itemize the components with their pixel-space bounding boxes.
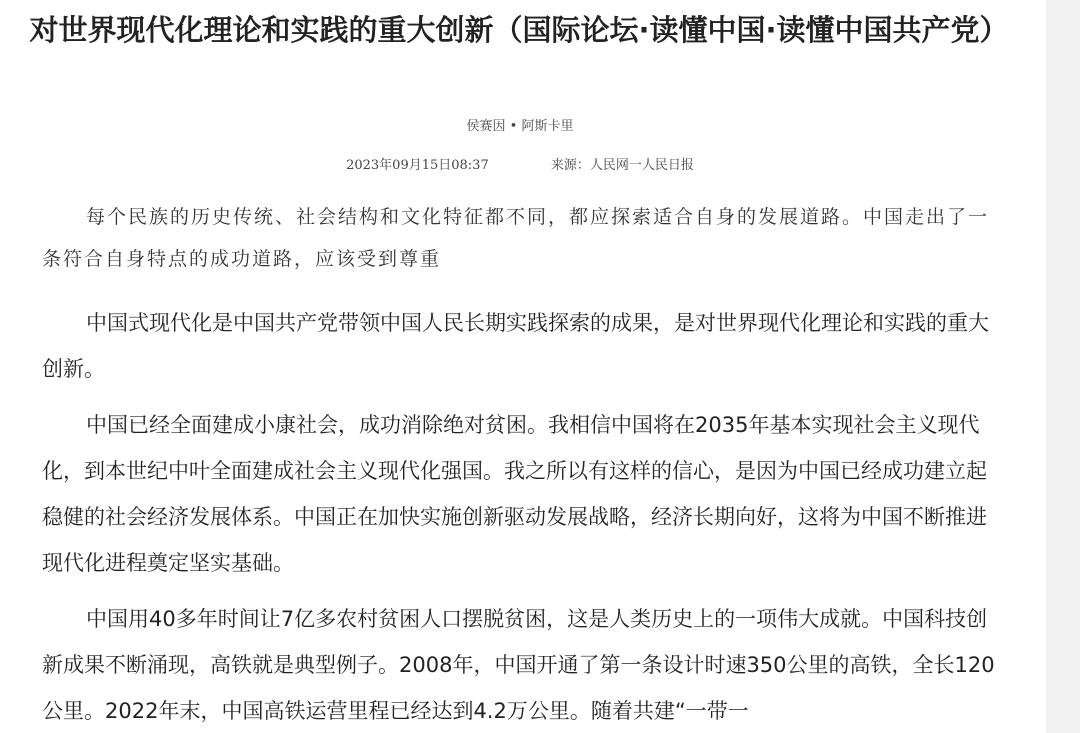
article-lead: 每个民族的历史传统、社会结构和文化特征都不同，都应探索适合自身的发展道路。中国走出了一条符合自身特点的成功道路，应该受到尊重 xyxy=(42,206,990,270)
article-source: 来源：人民网一人民日报 xyxy=(550,158,694,173)
article-author: 侯赛因 • 阿斯卡里 xyxy=(466,119,574,134)
publish-date: 2023年09月15日08:37 xyxy=(346,158,489,173)
page-side-gutter xyxy=(1046,0,1080,733)
article-paragraph-2: 中国已经全面建成小康社会，成功消除绝对贫困。我相信中国将在2035年基本实现社会主义现代化，到本世纪中叶全面建成社会主义现代化强国。我之所以有这样的信心，是因为中国已经成功建立起稳健的社会经济发展体系。中国正在加快实施创新驱动发展战略，经济长期向好，这将为中国不断推进现代化进程奠定坚实基础。 xyxy=(42,413,987,575)
article-title: 对世界现代化理论和实践的重大创新（国际论坛·读懂中国·读懂中国共产党） xyxy=(29,13,1009,47)
article-paragraph-3: 中国用40多年时间让7亿多农村贫困人口摆脱贫困，这是人类历史上的一项伟大成就。中国科技创新成果不断涌现，高铁就是典型例子。2008年，中国开通了第一条设计时速350公里的高铁，全长120公里。2022年末，中国高铁运营里程已经达到4.2万公里。随着共建“一带一 xyxy=(42,607,995,723)
article-paragraph-1: 中国式现代化是中国共产党带领中国人民长期实践探索的成果，是对世界现代化理论和实践的重大创新。 xyxy=(42,311,989,381)
article-meta xyxy=(0,154,1040,173)
